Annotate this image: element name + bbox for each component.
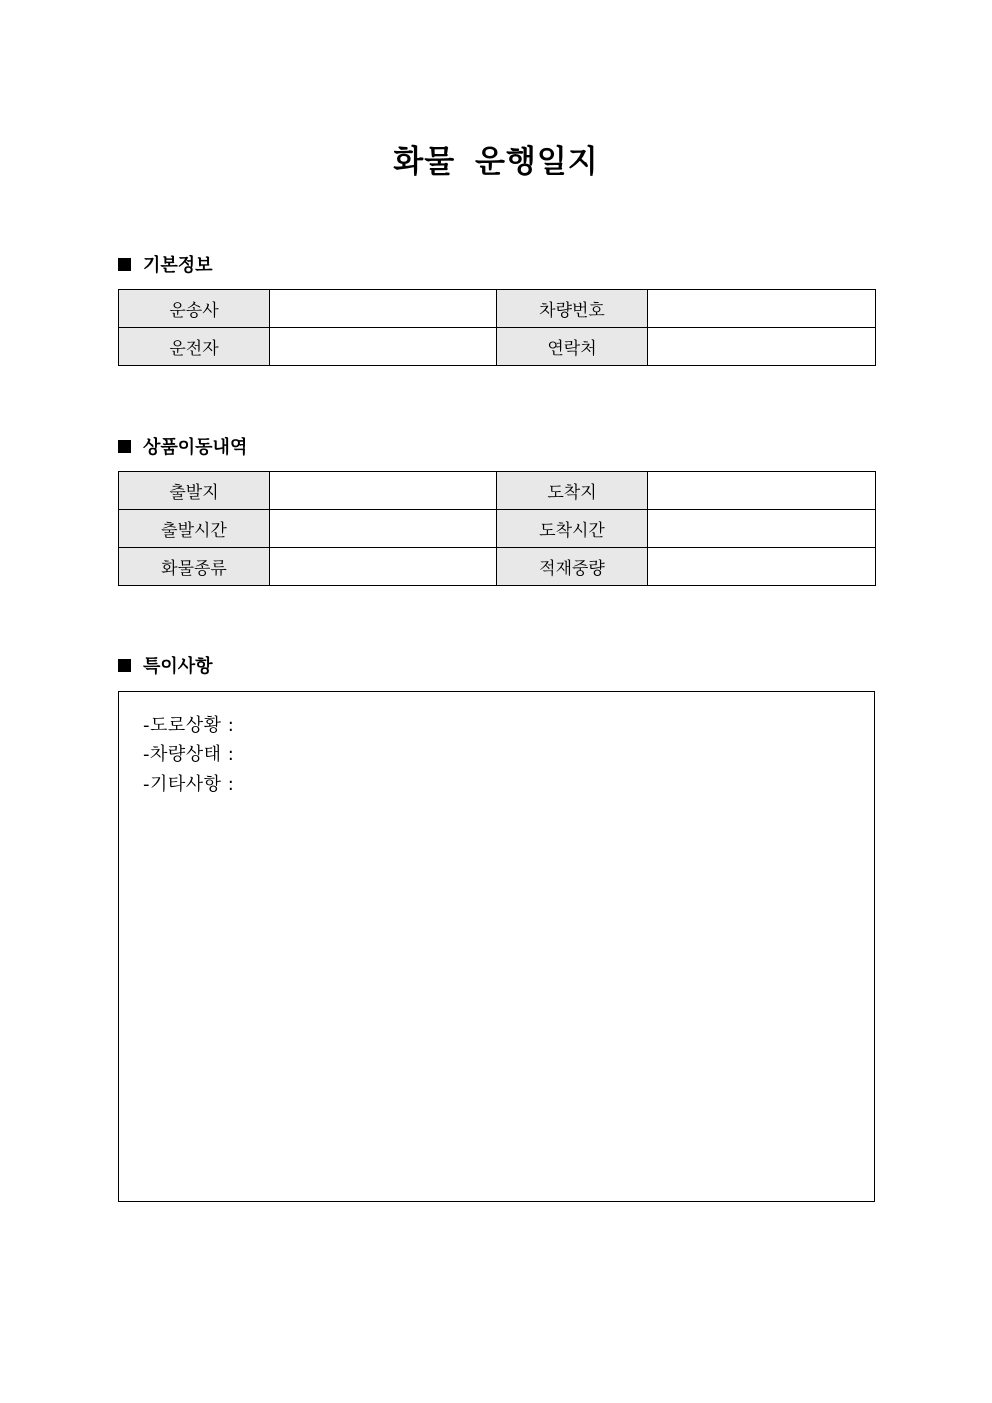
notes-box[interactable]	[118, 691, 875, 1202]
vehicle-number-label: 차량번호	[497, 290, 648, 328]
departure-time-field[interactable]	[270, 510, 497, 548]
load-weight-label: 적재중량	[497, 548, 648, 586]
destination-field[interactable]	[648, 472, 876, 510]
square-bullet-icon	[118, 440, 131, 453]
basic-info-table	[118, 289, 876, 366]
section-heading-label: 특이사항	[143, 656, 213, 677]
section-heading-movement	[118, 434, 247, 458]
cargo-type-label: 화물종류	[119, 548, 270, 586]
section-heading-basic-info	[118, 252, 213, 276]
section-heading-label: 기본정보	[143, 255, 213, 276]
table-row	[119, 548, 876, 586]
carrier-field[interactable]	[270, 290, 497, 328]
destination-label: 도착지	[497, 472, 648, 510]
other-notes-line: -기타사항 :	[143, 774, 235, 795]
movement-table	[118, 471, 876, 586]
driver-field[interactable]	[270, 328, 497, 366]
table-row	[119, 328, 876, 366]
vehicle-number-field[interactable]	[648, 290, 876, 328]
square-bullet-icon	[118, 659, 131, 672]
arrival-time-field[interactable]	[648, 510, 876, 548]
load-weight-field[interactable]	[648, 548, 876, 586]
carrier-label: 운송사	[119, 290, 270, 328]
origin-label: 출발지	[119, 472, 270, 510]
cargo-type-field[interactable]	[270, 548, 497, 586]
arrival-time-label: 도착시간	[497, 510, 648, 548]
table-row	[119, 472, 876, 510]
square-bullet-icon	[118, 258, 131, 271]
table-row	[119, 290, 876, 328]
section-heading-label: 상품이동내역	[143, 437, 248, 458]
departure-time-label: 출발시간	[119, 510, 270, 548]
vehicle-condition-line: -차량상태 :	[143, 744, 235, 765]
road-condition-line: -도로상황 :	[143, 715, 235, 736]
origin-field[interactable]	[270, 472, 497, 510]
table-row	[119, 510, 876, 548]
document-title: 화물 운행일지	[393, 144, 599, 180]
driver-label: 운전자	[119, 328, 270, 366]
contact-field[interactable]	[648, 328, 876, 366]
section-heading-notes	[118, 653, 213, 677]
contact-label: 연락처	[497, 328, 648, 366]
